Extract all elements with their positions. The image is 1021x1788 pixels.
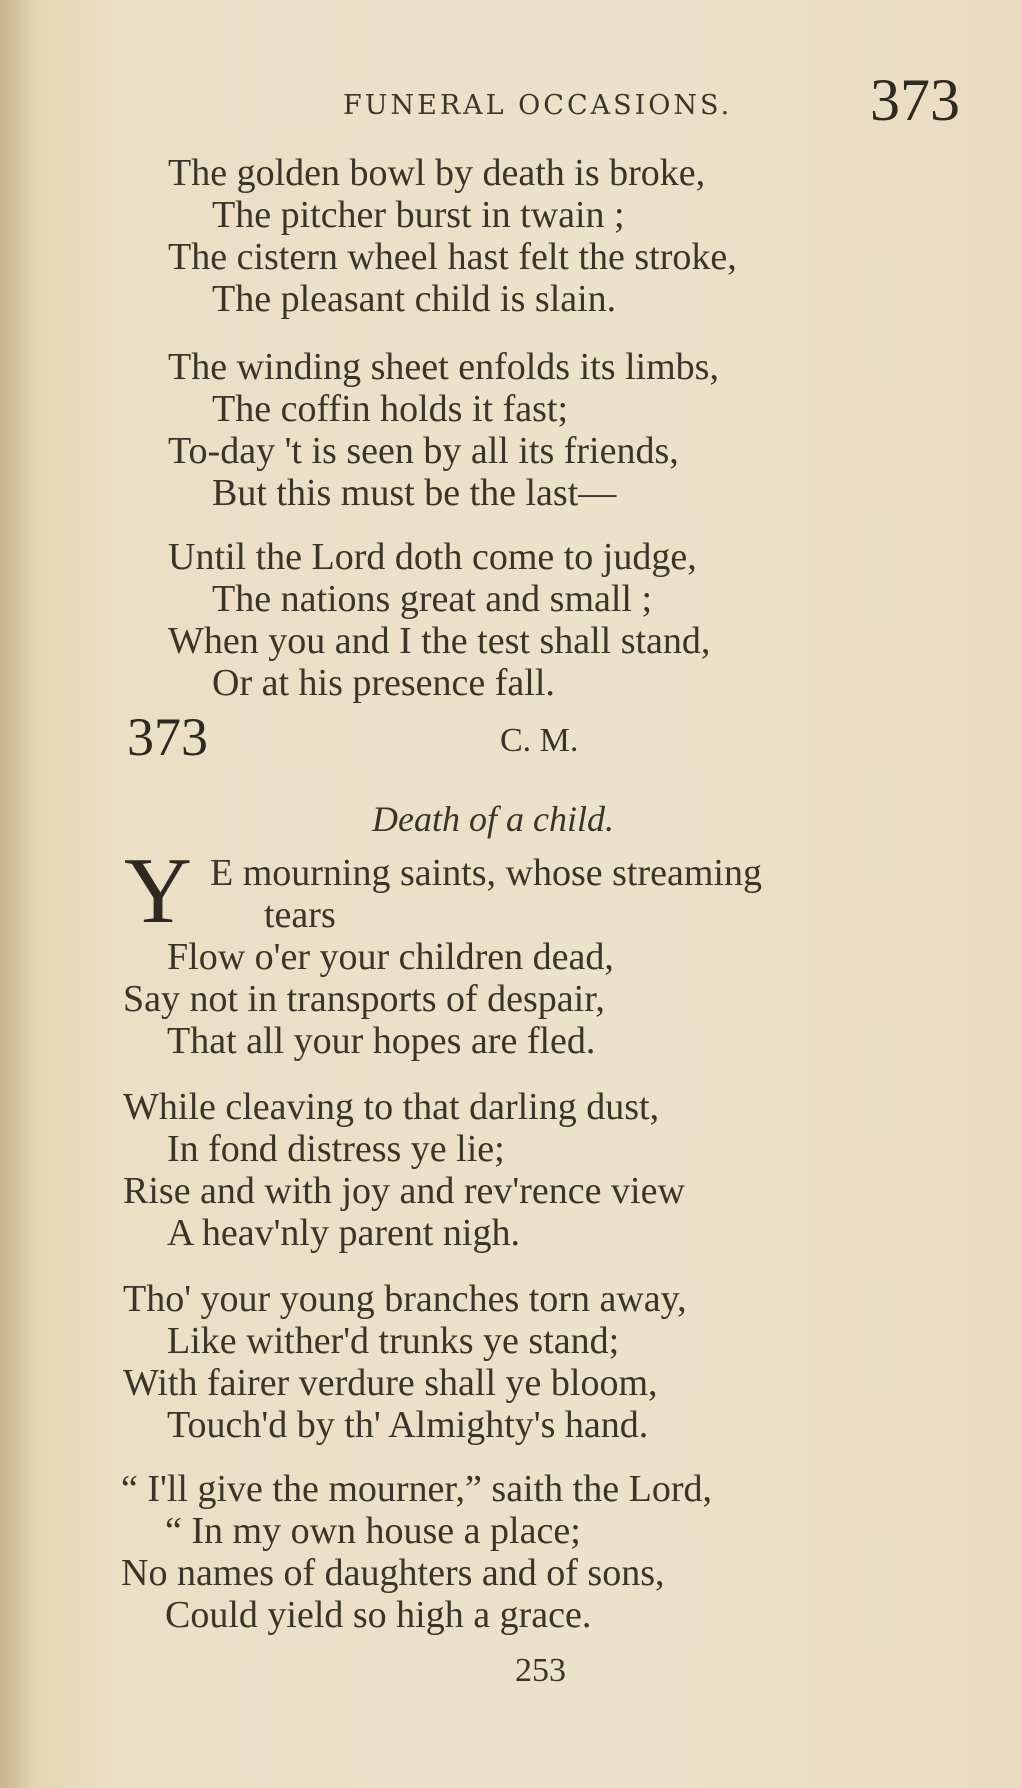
verse-line: The pleasant child is slain. <box>212 278 617 320</box>
verse-line: In fond distress ye lie; <box>167 1128 505 1170</box>
verse-line: Tho' your young branches torn away, <box>123 1278 687 1320</box>
verse-line: That all your hopes are fled. <box>167 1020 596 1062</box>
hymn-subtitle: Death of a child. <box>372 799 614 839</box>
verse-line: “ In my own house a place; <box>165 1510 581 1552</box>
drop-cap: Y <box>124 839 192 943</box>
verse-line: A heav'nly parent nigh. <box>167 1212 520 1254</box>
verse-line: The winding sheet enfolds its limbs, <box>168 346 719 388</box>
verse-line: Rise and with joy and rev'rence view <box>123 1170 685 1212</box>
verse-line: Say not in transports of despair, <box>123 978 605 1020</box>
hymn-number: 373 <box>127 707 208 767</box>
verse-line: The cistern wheel hast felt the stroke, <box>168 236 737 278</box>
page-edge-shading <box>0 0 36 1788</box>
verse-line: “ I'll give the mourner,” saith the Lord, <box>121 1468 712 1510</box>
verse-line: Could yield so high a grace. <box>165 1594 592 1636</box>
verse-line: Flow o'er your children dead, <box>167 936 614 978</box>
verse-line: No names of daughters and of sons, <box>121 1552 665 1594</box>
verse-line: Or at his presence fall. <box>212 662 555 704</box>
running-header-title: FUNERAL OCCASIONS. <box>343 90 733 121</box>
verse-line: But this must be the last— <box>212 472 617 514</box>
verse-line: While cleaving to that darling dust, <box>123 1086 660 1128</box>
verse-line: The coffin holds it fast; <box>212 388 569 430</box>
footer-page-number: 253 <box>515 1652 566 1689</box>
verse-line: The pitcher burst in twain ; <box>212 194 625 236</box>
verse-line: To-day 't is seen by all its friends, <box>168 430 679 472</box>
verse-line: With fairer verdure shall ye bloom, <box>123 1362 658 1404</box>
verse-line: The nations great and small ; <box>212 578 653 620</box>
verse-line: When you and I the test shall stand, <box>168 620 711 662</box>
verse-line: tears <box>264 894 336 936</box>
verse-line: E mourning saints, whose streaming <box>210 852 762 894</box>
verse-line: Touch'd by th' Almighty's hand. <box>167 1404 649 1446</box>
verse-line: Until the Lord doth come to judge, <box>168 536 697 578</box>
running-header-page-number: 373 <box>870 67 960 133</box>
hymn-meter: C. M. <box>500 722 579 759</box>
verse-line: Like wither'd trunks ye stand; <box>167 1320 620 1362</box>
verse-line: The golden bowl by death is broke, <box>168 152 706 194</box>
